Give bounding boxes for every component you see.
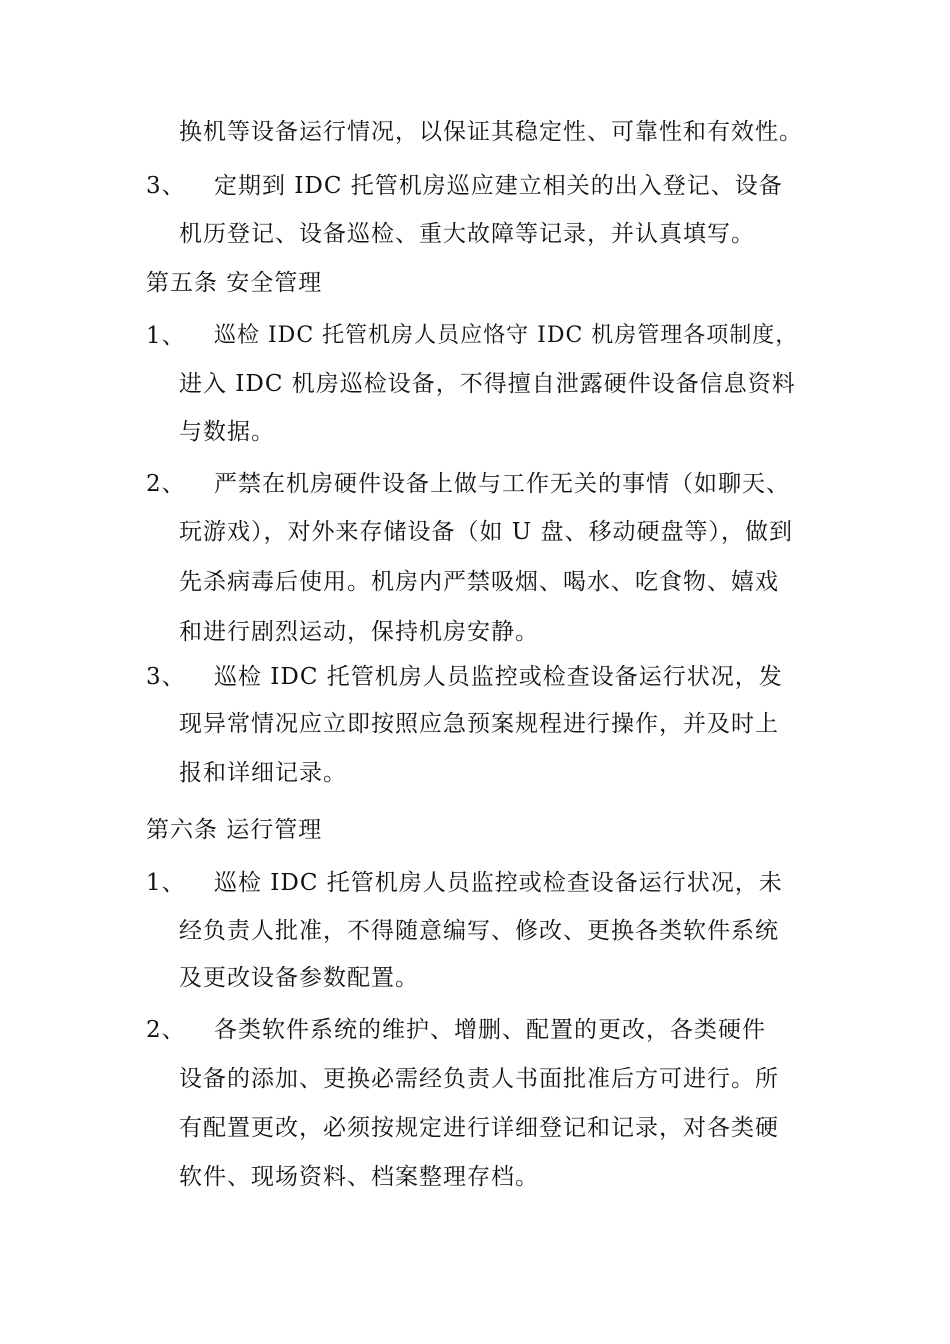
- paragraph-line: 巡检 IDC 托管机房人员应恪守 IDC 机房管理各项制度，: [214, 323, 799, 348]
- list-number: 1、: [146, 870, 186, 896]
- paragraph-line: 经负责人批准，不得随意编写、修改、更换各类软件系统: [179, 918, 779, 944]
- list-number: 3、: [146, 664, 186, 690]
- paragraph-line: 玩游戏），对外来存储设备（如 U 盘、移动硬盘等），做到: [179, 519, 794, 545]
- list-number: 2、: [146, 1017, 186, 1043]
- paragraph-line: 定期到 IDC 托管机房巡应建立相关的出入登记、设备: [214, 173, 783, 199]
- paragraph-line: 有配置更改，必须按规定进行详细登记和记录，对各类硬: [179, 1115, 779, 1141]
- paragraph-line: 现异常情况应立即按照应急预案规程进行操作，并及时上: [179, 711, 779, 737]
- paragraph-line: 先杀病毒后使用。机房内严禁吸烟、喝水、吃食物、嬉戏: [179, 569, 779, 595]
- paragraph-line: 和进行剧烈运动，保持机房安静。: [179, 619, 539, 645]
- paragraph-line: 换机等设备运行情况，以保证其稳定性、可靠性和有效性。: [179, 119, 803, 145]
- section-heading: 第六条 运行管理: [146, 817, 323, 843]
- list-number: 3、: [146, 173, 186, 199]
- paragraph-line: 及更改设备参数配置。: [179, 965, 419, 991]
- section-heading: 第五条 安全管理: [146, 270, 323, 296]
- paragraph-line: 严禁在机房硬件设备上做与工作无关的事情（如聊天、: [214, 471, 790, 497]
- paragraph-line: 巡检 IDC 托管机房人员监控或检查设备运行状况，发: [214, 664, 783, 690]
- paragraph-line: 巡检 IDC 托管机房人员监控或检查设备运行状况，未: [214, 870, 783, 896]
- paragraph-line: 报和详细记录。: [179, 760, 347, 786]
- paragraph-line: 机历登记、设备巡检、重大故障等记录，并认真填写。: [179, 221, 755, 247]
- paragraph-line: 与数据。: [179, 419, 275, 445]
- paragraph-line: 设备的添加、更换必需经负责人书面批准后方可进行。所: [179, 1066, 779, 1092]
- paragraph-line: 进入 IDC 机房巡检设备，不得擅自泄露硬件设备信息资料: [179, 371, 796, 397]
- paragraph-line: 各类软件系统的维护、增删、配置的更改，各类硬件: [214, 1017, 766, 1043]
- list-number: 1、: [146, 323, 186, 349]
- paragraph-line: 软件、现场资料、档案整理存档。: [179, 1164, 539, 1190]
- list-number: 2、: [146, 471, 186, 497]
